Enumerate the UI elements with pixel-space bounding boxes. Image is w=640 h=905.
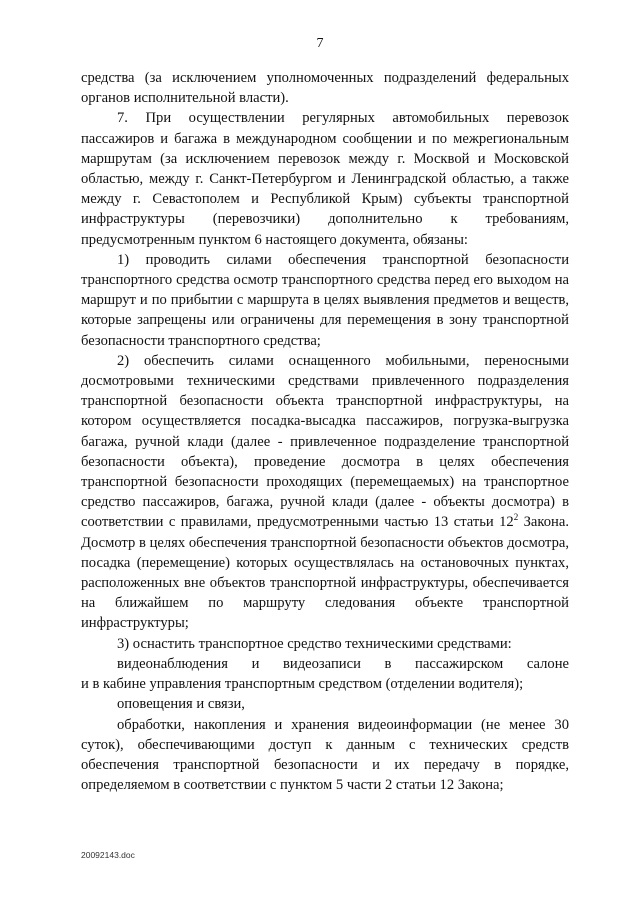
paragraph-subitem-2 xyxy=(81,351,569,634)
paragraph-subitem-1: 1) проводить силами обеспечения транспортной безопасности транспортного средства осмотр транспортного средства перед его выходом на маршрут и по прибытии с маршрута в целях выявления предметов и веществ, которые запрещены или ограничены для перемещения в зону транспортной безопасности транспортного средства; xyxy=(81,251,569,349)
subitem-2-text-end: Закона. Досмотр в целях обеспечения транспортной безопасности объектов досмотра, посадка (перемещение) которых осуществлялась на остановочных пунктах, расположенных вне объектов транспортной инфраструктуры, обеспечивается на ближайшем по маршруту следования объекте транспортной инфраструктуры; xyxy=(81,514,569,632)
paragraph-video-surveillance xyxy=(81,654,569,694)
paragraph-notification: оповещения и связи, xyxy=(117,696,245,713)
paragraph-continuation: средства (за исключением уполномоченных подразделений федеральных органов исполнительной власти). xyxy=(81,70,569,107)
article-superscript: 2 xyxy=(513,512,519,523)
footer-filename: 20092143.doc xyxy=(81,850,135,860)
document-body xyxy=(81,68,569,795)
paragraph-subitem-3: 3) оснастить транспортное средство техническими средствами: xyxy=(117,635,512,652)
video-surveillance-rest: и в кабине управления транспортным средством (отделении водителя); xyxy=(81,676,524,693)
paragraph-item-7: 7. При осуществлении регулярных автомобильных перевозок пассажиров и багажа в международном сообщении и по межрегиональным маршрутам (за исключением перевозок между г. Москвой и Московской областью, между г. Санкт-Петербургом и Ленинградской областью, а также между г. Севастополем и Республикой Крым) субъекты транспортной инфраструктуры (перевозчики) дополнительно к требованиям, предусмотренным пунктом 6 настоящего документа, обязаны: xyxy=(81,110,569,248)
page-number: 7 xyxy=(316,36,324,51)
paragraph-video-processing: обработки, накопления и хранения видеоинформации (не менее 30 суток), обеспечивающими доступ к данным с технических средств обеспечения транспортной безопасности и их передачу в порядке, определяемом в соответствии с пунктом 5 части 2 статьи 12 Закона; xyxy=(81,716,569,794)
video-surveillance-first-line: видеонаблюдения и видеозаписи в пассажирском салоне xyxy=(117,655,569,672)
subitem-2-text-start: 2) обеспечить силами оснащенного мобильными, переносными досмотровыми техническими средствами привлеченного подразделения транспортной безопасности объекта транспортной инфраструктуры, на котором осуществляется посадка-высадка пассажиров, погрузка-выгрузка багажа, ручной клади (далее - привлеченное подразделение транспортной безопасности объекта), проведение досмотра в целях обеспечения транспортной безопасности проходящих (перемещаемых) на транспортное средство пассажиров, багажа, ручной клади (далее - объекты досмотра) в соответствии с правилами, предусмотренными частью 13 статьи 12 xyxy=(81,352,569,531)
